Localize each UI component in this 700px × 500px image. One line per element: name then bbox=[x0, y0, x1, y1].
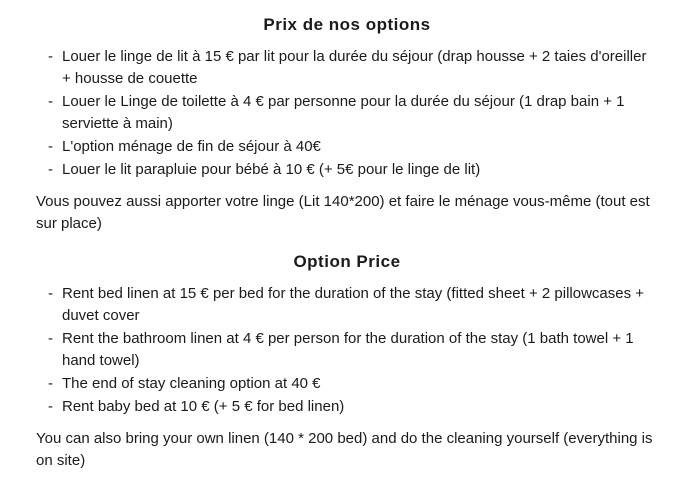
list-item bbox=[36, 91, 658, 135]
list-item bbox=[36, 46, 658, 90]
list-item bbox=[36, 396, 658, 418]
list-item bbox=[36, 159, 658, 181]
bullet-text: Rent bed linen at 15 € per bed for the duration of the stay (fitted sheet + 2 pillowcases + duvet cover bbox=[62, 285, 645, 324]
bullet-dash: - bbox=[48, 161, 53, 178]
english-bullet-list bbox=[36, 283, 658, 418]
french-note: Vous pouvez aussi apporter votre linge (Lit 140*200) et faire le ménage vous-même (tout est sur place) bbox=[36, 193, 650, 232]
bullet-text: Rent the bathroom linen at 4 € per person for the duration of the stay (1 bath towel + 1 hand towel) bbox=[62, 330, 634, 369]
bullet-dash: - bbox=[48, 285, 53, 302]
bullet-text: Louer le Linge de toilette à 4 € par personne pour la durée du séjour (1 drap bain + 1 serviette à main) bbox=[62, 93, 625, 132]
list-item bbox=[36, 373, 658, 395]
bullet-text: Rent baby bed at 10 € (+ 5 € for bed linen) bbox=[62, 398, 345, 415]
list-item bbox=[36, 283, 658, 327]
bullet-text: L'option ménage de fin de séjour à 40€ bbox=[62, 138, 321, 155]
french-section-title: Prix de nos options bbox=[263, 15, 431, 34]
bullet-dash: - bbox=[48, 330, 53, 347]
bullet-dash: - bbox=[48, 138, 53, 155]
english-note: You can also bring your own linen (140 * 200 bed) and do the cleaning yourself (everything is on site) bbox=[36, 430, 653, 469]
bullet-dash: - bbox=[48, 398, 53, 415]
bullet-text: Louer le linge de lit à 15 € par lit pour la durée du séjour (drap housse + 2 taies d'oreiller + housse de couette bbox=[62, 48, 647, 87]
bullet-dash: - bbox=[48, 93, 53, 110]
bullet-dash: - bbox=[48, 48, 53, 65]
french-bullet-list bbox=[36, 46, 658, 181]
list-item bbox=[36, 136, 658, 158]
bullet-text: The end of stay cleaning option at 40 € bbox=[62, 375, 321, 392]
bullet-text: Louer le lit parapluie pour bébé à 10 € (+ 5€ pour le linge de lit) bbox=[62, 161, 481, 178]
list-item bbox=[36, 328, 658, 372]
english-section-title: Option Price bbox=[293, 252, 401, 271]
bullet-dash: - bbox=[48, 375, 53, 392]
